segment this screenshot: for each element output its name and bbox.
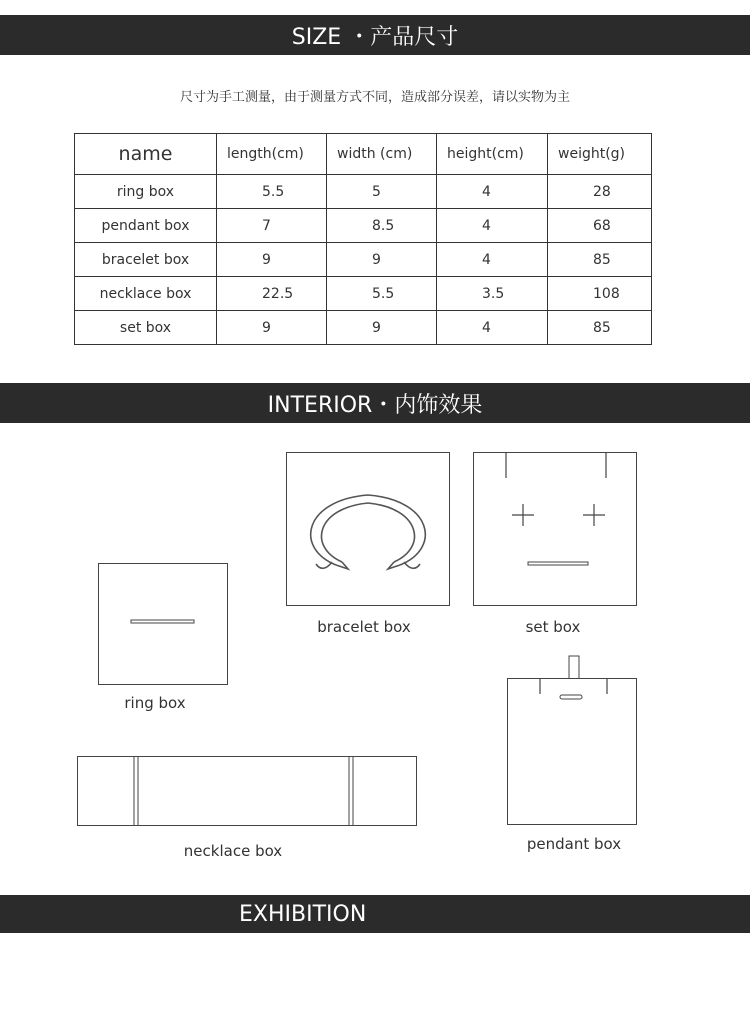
header-width: width (cm) [327, 134, 437, 175]
row-weight: 108 [548, 277, 652, 311]
row-length: 9 [217, 311, 327, 345]
table-row [75, 175, 652, 209]
exhibition-section-title: EXHIBITION [239, 901, 367, 927]
size-section-title: SIZE ・产品尺寸 [291, 24, 459, 50]
row-width: 5 [327, 175, 437, 209]
size-section-header [0, 15, 750, 55]
ring-box-label: ring box [124, 694, 186, 712]
table-row [75, 277, 652, 311]
ring-box-diagram [98, 563, 228, 685]
set-box-label: set box [525, 618, 581, 636]
row-height: 4 [437, 243, 548, 277]
header-weight: weight(g) [548, 134, 652, 175]
row-width: 9 [327, 243, 437, 277]
table-row [75, 311, 652, 345]
header-length: length(cm) [217, 134, 327, 175]
measurement-note: 尺寸为手工测量，由于测量方式不同，造成部分误差，请以实物为主 [179, 90, 570, 105]
interior-section-header [0, 383, 750, 423]
table-row [75, 243, 652, 277]
pendant-box-label: pendant box [526, 835, 622, 853]
necklace-box-label: necklace box [183, 842, 283, 860]
header-name: name [75, 134, 217, 175]
row-height: 4 [437, 209, 548, 243]
row-length: 9 [217, 243, 327, 277]
header-height: height(cm) [437, 134, 548, 175]
necklace-box-diagram [77, 756, 417, 827]
bracelet-box-label: bracelet box [317, 618, 411, 636]
row-name: necklace box [75, 277, 217, 311]
row-width: 9 [327, 311, 437, 345]
row-length: 7 [217, 209, 327, 243]
table-row [75, 209, 652, 243]
row-name: bracelet box [75, 243, 217, 277]
row-weight: 68 [548, 209, 652, 243]
bracelet-box-diagram [286, 452, 450, 606]
size-table-header-row [75, 134, 652, 175]
row-weight: 28 [548, 175, 652, 209]
exhibition-section-header [0, 895, 750, 933]
interior-section-title: INTERIOR・内饰效果 [267, 392, 483, 418]
set-box-diagram [473, 452, 637, 606]
row-name: pendant box [75, 209, 217, 243]
row-weight: 85 [548, 243, 652, 277]
row-height: 4 [437, 175, 548, 209]
row-width: 5.5 [327, 277, 437, 311]
row-name: ring box [75, 175, 217, 209]
row-weight: 85 [548, 311, 652, 345]
row-length: 5.5 [217, 175, 327, 209]
row-height: 4 [437, 311, 548, 345]
row-width: 8.5 [327, 209, 437, 243]
size-table [74, 133, 652, 345]
row-name: set box [75, 311, 217, 345]
pendant-box-diagram [507, 654, 637, 826]
row-length: 22.5 [217, 277, 327, 311]
row-height: 3.5 [437, 277, 548, 311]
